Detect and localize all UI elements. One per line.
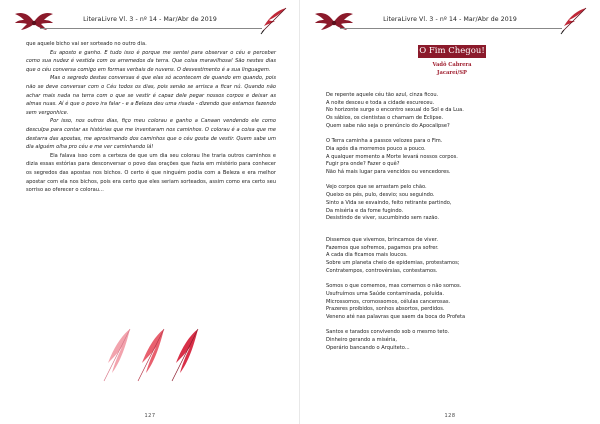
poem-line: Microssomos, cromossomos, células cancerosas. [326,298,451,305]
poem-line: Sobre um planeta cheio de epidemias, protestamos; [326,260,460,267]
poem-body [326,92,576,360]
right-header [300,6,600,32]
quill-feather-icon [558,6,588,36]
paragraph-4: Por isso, nos outros dias, fiço meu colorau e ganho a Canaan vendendo ele como desculpa para contar as histórias que me inventaram nos caminhos. O colorau é a coisa que me destarra das apostas, me aproximando dos caminhos que o céu gosta de vestir. Quem sabe um dia alguém olha pro céu e me ver caminhando lá! [26,118,276,151]
poem-line: Fugir pra onde? Fazer o quê? [326,161,400,168]
poem-line: Da miséria e da fome fugindo. [326,207,404,214]
header-title: LiteraLivre Vl. 3 - nº 14 - Mar/Abr de 2019 [83,16,217,23]
left-body [26,40,276,195]
page-number-left: 127 [144,413,156,419]
quill-feather-icon [258,6,288,36]
author-name: Vadô Cabrera [432,62,472,68]
poem-line: Veneno até nas palavras que saem da boca do Profeta [326,313,466,320]
poem-line: Operário bancando o Arquiteto... [326,344,410,351]
right-page [300,0,600,424]
poem-line: Dinheiro gerando a miséria, [326,337,397,344]
stanza-4 [326,237,576,276]
poem-line: Dissemos que vivemos, brincamos de viver. [326,236,438,243]
poem-line: Queixo os pés, pulo, desvio; sou seguindo. [326,192,435,199]
poem-line: Dia após dia morremos pouco a pouco. [326,145,426,152]
poem-line: A noite desceu e toda a cidade escureceu. [326,99,435,106]
poem-line: Fazemos que sofremos, pagamos pra sofrer. [326,244,439,251]
stanza-2 [326,138,576,177]
poem-line: Santos e tarados convivendo sob o mesmo teto. [326,329,450,336]
paragraph-5: Ela falava isso com a certeza de que um dia seu colorau lhe traria outros caminhos e dizia essas estórias para desconversar o povo das orações que fazia em mistério para conhecer os segredos das apostas nos bichos. O certo é que ninguém podia com a Beleza e era melhor apostar com ela nos bichos, pois era certo que eles seriam sorteados, assim como era certo seu sorriso ao oferecer o colorau... [26,152,276,194]
poem-line: O Terra caminha a passos velozes para o Fim. [326,138,443,145]
header-title: LiteraLivre Vl. 3 - nº 14 - Mar/Abr de 2019 [383,16,517,23]
paragraph-1: que aquele bicho vai ser sorteado no outro dia. [26,41,147,47]
poem-title: O Fim Chegou! [419,46,485,56]
poem-line: Desistindo de viver, sucumbindo sem razão. [326,215,440,222]
header-rule [340,28,562,29]
poem-line: Usufruímos uma Saúde contaminada, poluída. [326,290,444,297]
poem-line: Prazeres proibidos, sonhos absortos, perdidos. [326,306,445,313]
poem-line: Quem sabe não seja o prenúncio do Apocalipse? [326,122,450,129]
stanza-3 [326,184,576,223]
feathers-decoration-icon [100,325,208,383]
stanza-1 [326,92,576,131]
poem-line: Sinto a Vida se esvaindo, feito retirante partindo, [326,199,452,206]
poem-line: A qualquer momento a Morte levará nossos corpos. [326,153,458,160]
paragraph-3: Mas o segredo destas conversas é que elas só acontecem de quando em quando, pois não se deve conversar com o Céu todos os dias, pois senão se arrisca a ficar nú. Quando não achar mais nada na terra com o que se vestir é capaz dele pegar nossos corpos e deixar as almas nuas. Aí é que o povo ira falar - e a Beleza deu uma risada - dizendo que estamos fazendo sem vergonhice. [26,75,276,116]
poem-line: Vejo corpos que se arrastam pelo chão. [326,184,427,191]
poem-line: De repente aquele céu tão azul, cinza ficou. [326,92,439,98]
header-rule [40,28,262,29]
paragraph-2: Eu aposto e ganho. E tudo isso é porque me sentei para observar o céu e perceber como sua nudez é vestida com os arremedos da terra. Que coisa maravilhosa! São nestes dias que o céu conversa comigo em formas verbais de nuvens. O desvestimento é a sua linguagem. [26,49,276,73]
stanza-5 [326,283,576,322]
author-place: Jacareí/SP [437,70,467,76]
poem-line: Contratempos, controvérsias, contestamos. [326,267,438,274]
stanza-6 [326,329,576,352]
poem-line: A cada dia ficamos mais loucos. [326,252,408,259]
left-header [0,6,300,32]
poem-line: Não há mais lugar para vencidos ou vencedores. [326,169,451,176]
page-number-right: 128 [444,413,456,419]
poem-line: Somos o que comemos, mas comemos o não somos. [326,283,462,290]
poem-line: Os sábios, os cientistas o chamam de Eclipse. [326,115,444,122]
poem-line: No horizonte surge o encontro sexual do Sol e da Lua. [326,107,464,114]
